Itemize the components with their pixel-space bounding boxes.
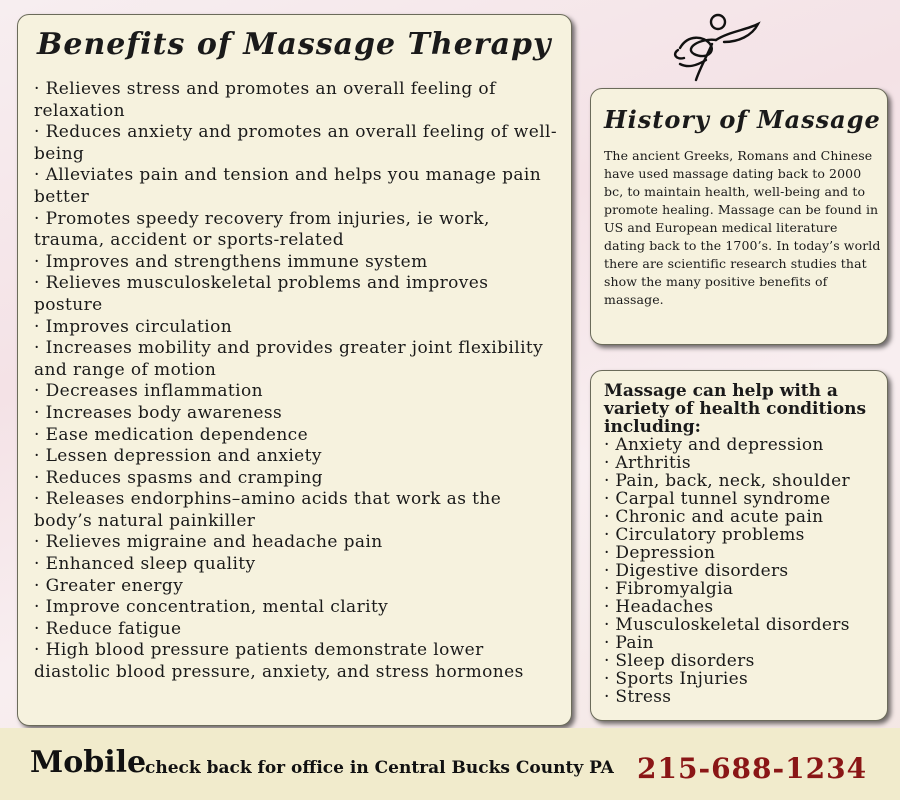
condition-item: · Sports Injuries — [604, 670, 850, 688]
mobile-label: Mobile — [30, 745, 147, 780]
condition-item: · Musculoskeletal disorders — [604, 616, 850, 634]
benefit-item: · Ease medication dependence — [34, 425, 559, 447]
history-text: The ancient Greeks, Romans and Chinese have used massage dating back to 2000 bc, to maintain health, well-being and to promote healing. Massage can be found in US and European medical literature dating back to the 1700’s. In today’s world there are scientific research studies that show the many positive benefits of massage. — [604, 148, 881, 307]
benefit-item: · Reduce fatigue — [34, 619, 559, 641]
benefits-list — [34, 79, 559, 684]
benefit-item: · Reduces spasms and cramping — [34, 468, 559, 490]
conditions-heading: Massage can help with a variety of health conditions including: — [604, 381, 867, 437]
benefit-item: · Relieves musculoskeletal problems and improves posture — [34, 273, 559, 316]
condition-item: · Chronic and acute pain — [604, 508, 850, 526]
history-panel — [590, 88, 888, 345]
benefit-item: · High blood pressure patients demonstrate lower diastolic blood pressure, anxiety, and stress hormones — [34, 640, 559, 683]
condition-item: · Anxiety and depression — [604, 436, 850, 454]
conditions-list — [604, 436, 850, 706]
benefit-item: · Releases endorphins–amino acids that work as the body’s natural painkiller — [34, 489, 559, 532]
benefit-item: · Increases body awareness — [34, 403, 559, 425]
condition-item: · Circulatory problems — [604, 526, 850, 544]
benefit-item: · Greater energy — [34, 576, 559, 598]
benefit-item: · Relieves migraine and headache pain — [34, 532, 559, 554]
condition-item: · Headaches — [604, 598, 850, 616]
condition-item: · Digestive disorders — [604, 562, 850, 580]
condition-item: · Pain — [604, 634, 850, 652]
condition-item: · Arthritis — [604, 454, 850, 472]
footer-bar — [0, 728, 900, 800]
phone-number[interactable]: 215-688-1234 — [637, 752, 868, 785]
benefit-item: · Improves circulation — [34, 317, 559, 339]
condition-item: · Depression — [604, 544, 850, 562]
benefit-item: · Relieves stress and promotes an overall feeling of relaxation — [34, 79, 559, 122]
condition-item: · Stress — [604, 688, 850, 706]
benefit-item: · Promotes speedy recovery from injuries, ie work, trauma, accident or sports-related — [34, 209, 559, 252]
benefit-item: · Alleviates pain and tension and helps you manage pain better — [34, 165, 559, 208]
dancing-figure-logo — [666, 8, 766, 88]
benefits-panel — [17, 14, 572, 726]
office-notice: check back for office in Central Bucks County PA — [145, 758, 614, 778]
benefit-item: · Enhanced sleep quality — [34, 554, 559, 576]
condition-item: · Pain, back, neck, shoulder — [604, 472, 850, 490]
history-title: History of Massage — [604, 105, 881, 134]
benefit-item: · Lessen depression and anxiety — [34, 446, 559, 468]
condition-item: · Sleep disorders — [604, 652, 850, 670]
benefit-item: · Improves and strengthens immune system — [34, 252, 559, 274]
conditions-panel — [590, 370, 888, 721]
benefit-item: · Increases mobility and provides greater joint flexibility and range of motion — [34, 338, 559, 381]
benefit-item: · Decreases inflammation — [34, 381, 559, 403]
benefit-item: · Reduces anxiety and promotes an overall feeling of well-being — [34, 122, 559, 165]
condition-item: · Fibromyalgia — [604, 580, 850, 598]
benefit-item: · Improve concentration, mental clarity — [34, 597, 559, 619]
condition-item: · Carpal tunnel syndrome — [604, 490, 850, 508]
benefits-title: Benefits of Massage Therapy — [37, 27, 552, 62]
